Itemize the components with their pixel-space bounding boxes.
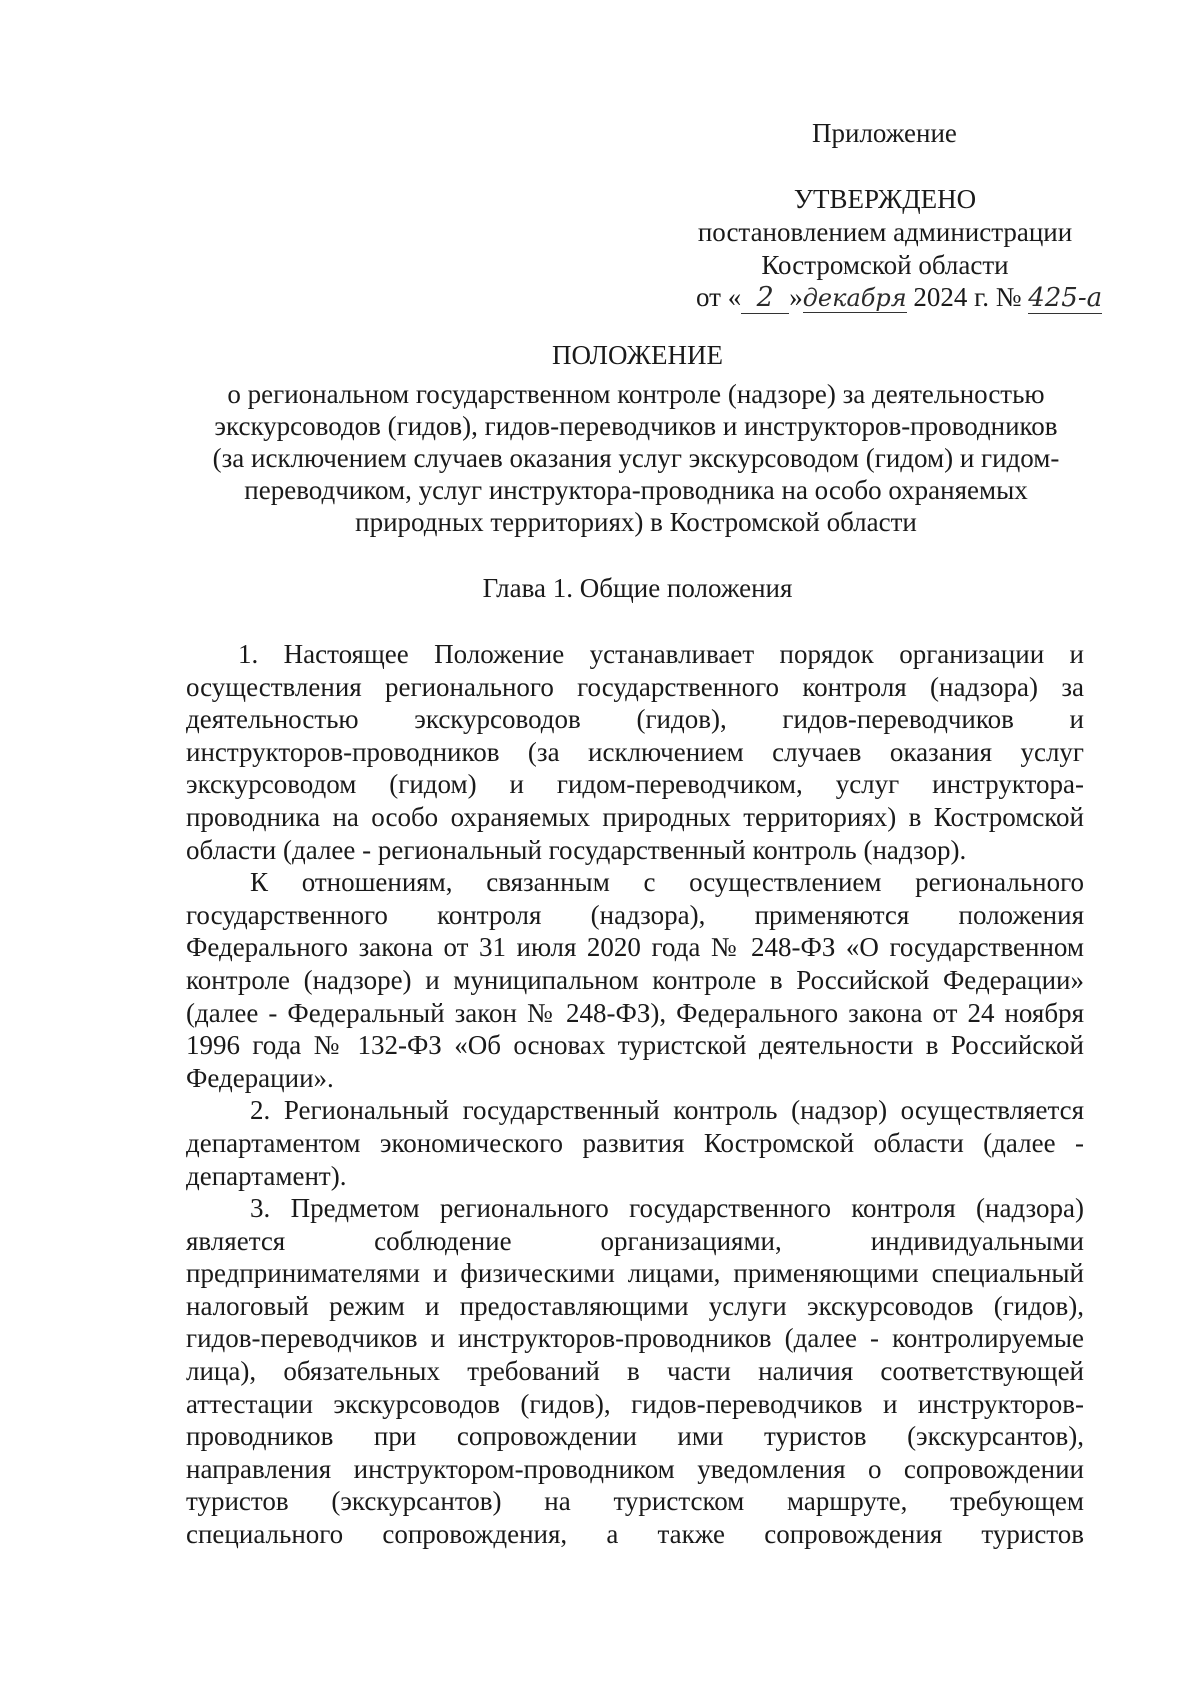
body-line: 2. Региональный государственный контроль (надзор) осуществляется <box>250 1095 1084 1126</box>
body-line: направления инструктором-проводником уведомления о сопровождении <box>186 1453 1084 1484</box>
date-prefix: от « <box>696 282 742 312</box>
handwritten-month: декабря <box>802 284 907 312</box>
body-line: 3. Предметом регионального государственного контроля (надзора) <box>250 1193 1084 1224</box>
body-line: К отношениям, связанным с осуществлением регионального <box>250 867 1084 898</box>
subtitle-line: экскурсоводов (гидов), гидов-переводчиков и инструкторов-проводников <box>214 411 1058 441</box>
subtitle-line: (за исключением случаев оказания услуг экскурсоводом (гидом) и гидом- <box>212 443 1060 473</box>
body-line: деятельностью экскурсоводов (гидов), гидов-переводчиков и <box>186 704 1084 735</box>
body-line: 1. Настоящее Положение устанавливает порядок организации и <box>238 639 1084 669</box>
approval-line-1: постановлением администрации <box>697 217 1073 247</box>
body-line: Федерального закона от 31 июля 2020 года № 248-ФЗ «О государственном <box>186 932 1084 963</box>
document-subtitle <box>186 378 1086 538</box>
handwritten-number: 425-а <box>1028 283 1103 313</box>
body-line: департамент). <box>186 1160 347 1191</box>
body-line: предпринимателями и физическими лицами, применяющими специальный <box>186 1258 1084 1289</box>
body-line: департаментом экономического развития Костромской области (далее - <box>186 1127 1084 1158</box>
body-text <box>186 638 1084 1551</box>
body-line: гидов-переводчиков и инструкторов-проводников (далее - контролируемые <box>186 1323 1084 1354</box>
subtitle-line: переводчиком, услуг инструктора-проводника на особо охраняемых <box>244 475 1028 505</box>
date-mid: » <box>789 282 803 312</box>
chapter-heading: Глава 1. Общие положения <box>482 573 793 603</box>
body-line: Федерации». <box>186 1062 334 1093</box>
body-line: проводника на особо охраняемых природных территориях) в Костромской <box>186 801 1084 832</box>
body-line: экскурсоводом (гидом) и гидом-переводчиком, услуг инструктора- <box>186 769 1084 800</box>
body-line: (далее - Федеральный закон № 248-ФЗ), Федерального закона от 24 ноября <box>186 997 1084 1028</box>
body-line: аттестации экскурсоводов (гидов), гидов-переводчиков и инструкторов- <box>186 1388 1084 1419</box>
body-line: государственного контроля (надзора), применяются положения <box>186 899 1084 930</box>
body-line: является соблюдение организациями, индивидуальными <box>186 1225 1084 1256</box>
body-line: осуществления регионального государственного контроля (надзора) за <box>186 671 1084 702</box>
body-line: инструкторов-проводников (за исключением случаев оказания услуг <box>186 736 1084 767</box>
handwritten-day: 2 <box>741 282 789 314</box>
approval-block <box>685 183 1085 282</box>
approval-line-2: Костромской области <box>761 250 1009 280</box>
body-line: налоговый режим и предоставляющими услуги экскурсоводов (гидов), <box>186 1290 1084 1321</box>
subtitle-line: природных территориях) в Костромской области <box>355 507 917 537</box>
appendix-label: Приложение <box>812 118 957 148</box>
subtitle-line: о региональном государственном контроле (надзоре) за деятельностью <box>227 379 1045 409</box>
body-line: проводников при сопровождении ими туристов (экскурсантов), <box>186 1421 1084 1452</box>
document-title: ПОЛОЖЕНИЕ <box>552 340 723 370</box>
approval-date-line <box>696 282 1102 314</box>
body-line: области (далее - региональный государственный контроль (надзор). <box>186 834 967 865</box>
body-line: 1996 года № 132-ФЗ «Об основах туристской деятельности в Российской <box>186 1030 1084 1061</box>
body-line: лица), обязательных требований в части наличия соответствующей <box>186 1356 1084 1387</box>
body-line: контроле (надзоре) и муниципальном контроле в Российской Федерации» <box>186 964 1084 995</box>
approved-heading: УТВЕРЖДЕНО <box>793 184 977 214</box>
body-line: туристов (экскурсантов) на туристском маршруте, требующем <box>186 1486 1084 1517</box>
date-year: 2024 г. № <box>913 282 1022 312</box>
body-line: специального сопровождения, а также сопровождения туристов <box>186 1519 1084 1550</box>
